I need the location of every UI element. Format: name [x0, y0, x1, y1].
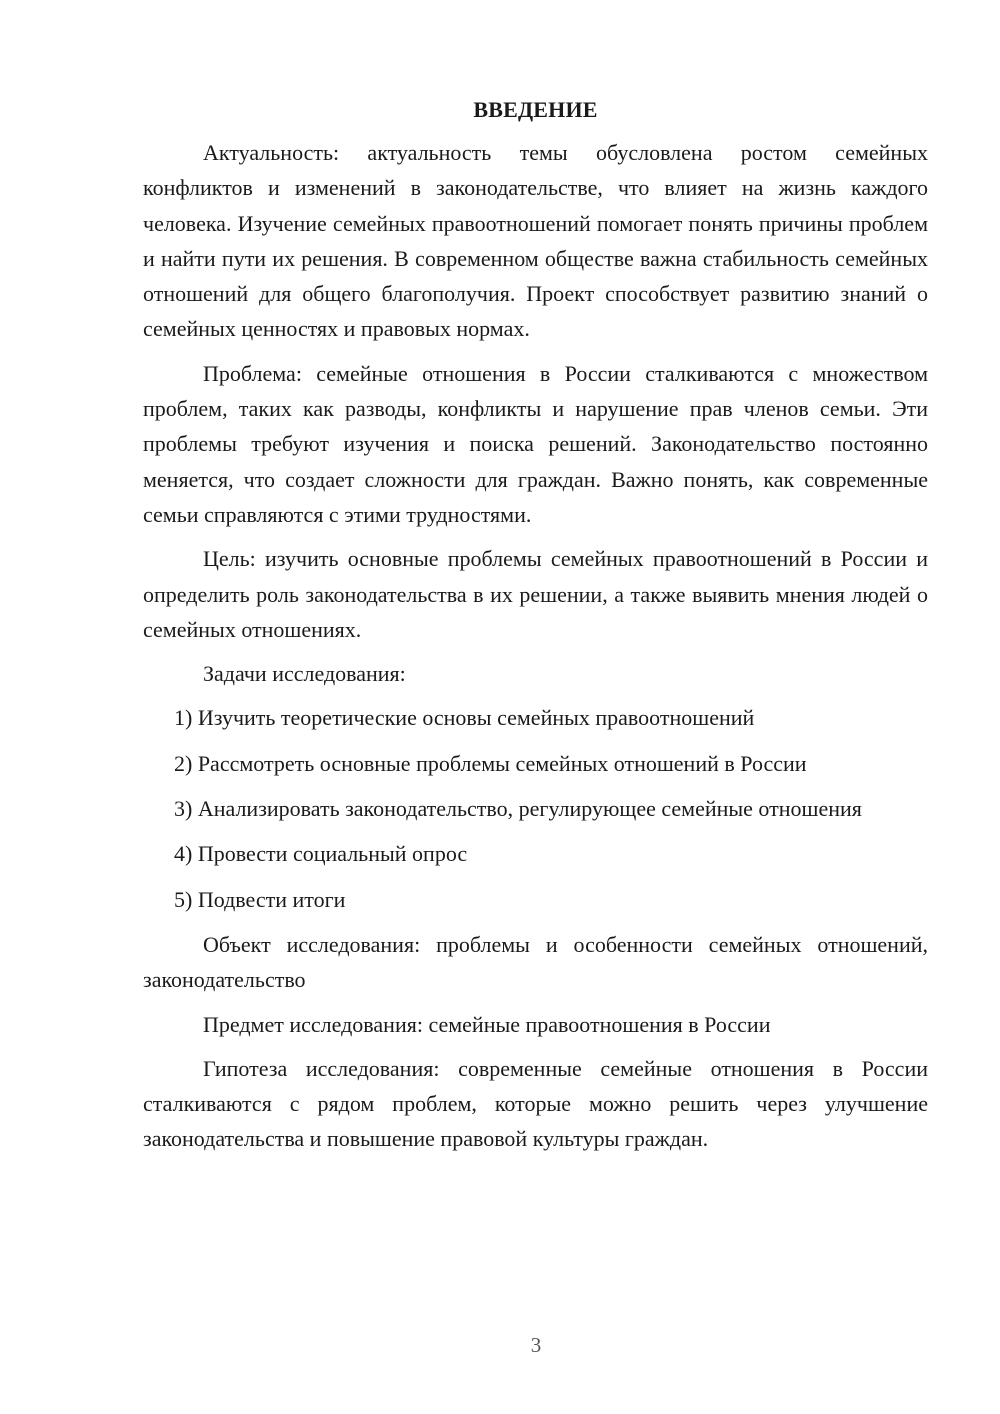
task-item-2: 2) Рассмотреть основные проблемы семейных отношений в России: [174, 750, 807, 776]
page-number: 3: [530, 1333, 542, 1357]
page-content: [143, 94, 928, 1166]
paragraph-goal: Цель: изучить основные проблемы семейных правоотношений в России и определить роль законодательства в их решении, а также выявить мнения людей о семейных отношениях.: [143, 546, 928, 642]
paragraph-subject: Предмет исследования: семейные правоотношения в России: [203, 1011, 771, 1037]
paragraph-problem: Проблема: семейные отношения в России сталкиваются с множеством проблем, таких как разводы, конфликты и нарушение прав членов семьи. Эти проблемы требуют изучения и поиска решений. Законодательство постоянно меняется, что создает сложности для граждан. Важно понять, как современные семьи справляются с этими трудностями.: [143, 360, 928, 527]
task-item-5: 5) Подвести итоги: [174, 886, 346, 912]
section-title: ВВЕДЕНИЕ: [473, 97, 598, 122]
paragraph-object: Объект исследования: проблемы и особенности семейных отношений, законодательство: [143, 931, 928, 993]
paragraph-relevance: Актуальность: актуальность темы обусловлена ростом семейных конфликтов и изменений в законодательстве, что влияет на жизнь каждого человека. Изучение семейных правоотношений помогает понять причины проблем и найти пути их решения. В современном обществе важна стабильность семейных отношений для общего благополучия. Проект способствует развитию знаний о семейных ценностях и правовых нормах.: [143, 140, 928, 342]
task-item-3: 3) Анализировать законодательство, регулирующее семейные отношения: [174, 796, 862, 822]
paragraph-tasks-heading: Задачи исследования:: [203, 661, 406, 687]
task-item-4: 4) Провести социальный опрос: [174, 841, 468, 867]
paragraph-hypothesis: Гипотеза исследования: современные семейные отношения в России сталкиваются с рядом проблем, которые можно решить через улучшение законодательства и повышение правовой культуры граждан.: [143, 1055, 928, 1152]
task-item-1: 1) Изучить теоретические основы семейных правоотношений: [174, 705, 755, 731]
